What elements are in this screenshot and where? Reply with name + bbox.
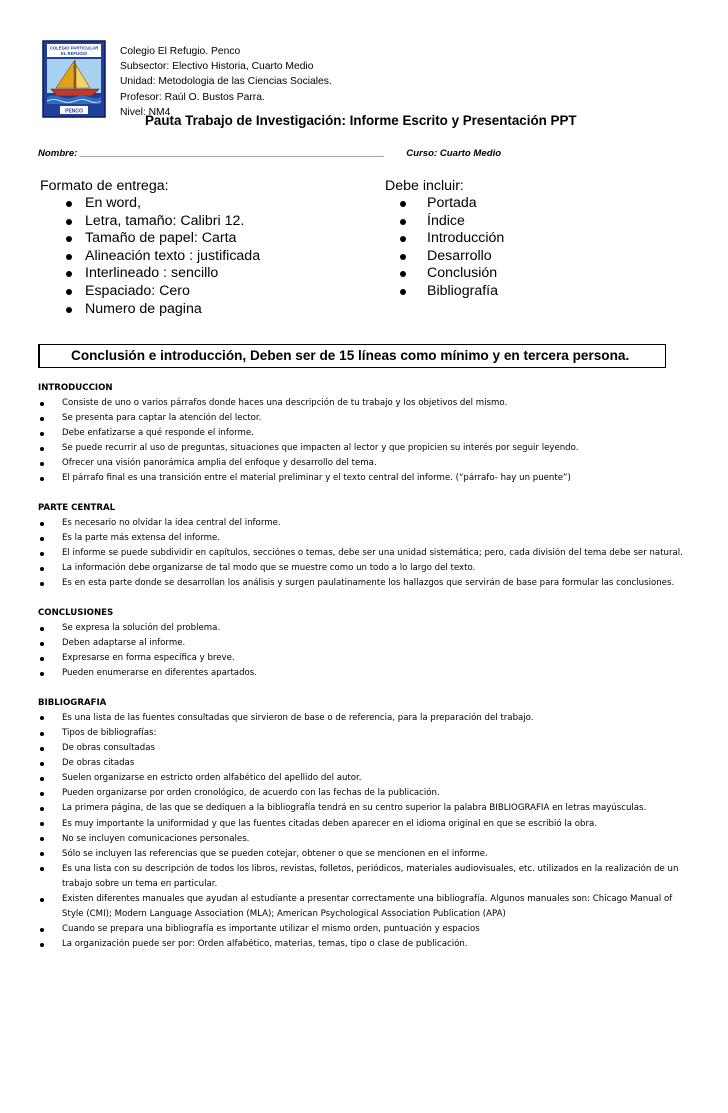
name-course-line xyxy=(38,148,501,159)
list-item xyxy=(38,516,688,531)
list-item xyxy=(38,771,688,786)
introduccion-title: INTRODUCCION xyxy=(38,383,113,393)
include-item xyxy=(385,213,504,231)
subsector: Subsector: Electivo Historia, Cuarto Medio xyxy=(120,61,314,73)
list-item xyxy=(38,801,688,816)
list-item xyxy=(38,892,688,922)
bullet-icon xyxy=(40,537,44,541)
include-item-text: Desarrollo xyxy=(427,247,492,264)
list-item xyxy=(38,741,688,756)
list-item xyxy=(38,621,688,636)
bullet-icon xyxy=(400,201,406,207)
document-title: Pauta Trabajo de Investigación: Informe Escrito y Presentación PPT xyxy=(145,113,577,128)
list-item xyxy=(38,636,688,651)
list-item-text: La información debe organizarse de tal modo que se muestre como un todo a lo largo del texto. xyxy=(62,563,476,574)
introduccion-list xyxy=(38,396,688,487)
list-item xyxy=(38,847,688,862)
list-item xyxy=(38,817,688,832)
format-item xyxy=(40,265,260,283)
requirements-note: Conclusión e introducción, Deben ser de 15 líneas como mínimo y en tercera persona. xyxy=(38,344,666,368)
bullet-icon xyxy=(66,201,72,207)
format-item xyxy=(40,283,260,301)
bullet-icon xyxy=(40,627,44,631)
level: Nivel: NM4 xyxy=(120,106,171,118)
bullet-icon xyxy=(40,777,44,781)
list-item-text: Deben adaptarse al informe. xyxy=(62,638,186,649)
list-item-text: Tipos de bibliografías: xyxy=(62,728,157,738)
include-heading: Debe incluir: xyxy=(385,178,464,194)
bullet-icon xyxy=(66,254,72,260)
bibliografia-title: BIBLIOGRAFIA xyxy=(38,697,107,708)
bullet-icon xyxy=(66,271,72,277)
list-item xyxy=(38,546,688,561)
list-item-text: Existen diferentes manuales que ayudan al estudiante a presentar correctamente una bibliografía. Algunos manuales son: Chicago Manual of Style (CMI); Modern Language Association (MLA); American Psychological Association Publication (APA) xyxy=(62,894,673,920)
format-list xyxy=(40,195,260,318)
header-info xyxy=(120,44,332,120)
include-item-text: Índice xyxy=(427,212,465,229)
bullet-icon xyxy=(40,552,44,556)
bullet-icon xyxy=(40,402,44,406)
name-field-label: Nombre: _________________________________________________________ xyxy=(38,148,385,159)
unit: Unidad: Metodologia de las Ciencias Sociales. xyxy=(120,76,332,88)
bullet-icon xyxy=(40,943,44,947)
bullet-icon xyxy=(400,289,406,295)
bullet-icon xyxy=(66,307,72,313)
course-label: Curso: Cuarto Medio xyxy=(406,148,502,159)
list-item-text: No se incluyen comunicaciones personales. xyxy=(62,833,250,844)
bullet-icon xyxy=(40,477,44,481)
list-item xyxy=(38,576,688,591)
bullet-icon xyxy=(40,807,44,811)
list-item xyxy=(38,832,688,847)
bullet-icon xyxy=(40,822,44,826)
bullet-icon xyxy=(40,462,44,466)
list-item-text: Debe enfatizarse a qué responde el informe. xyxy=(62,428,254,439)
format-item-text: Alineación texto : justificada xyxy=(85,247,261,264)
bullet-icon xyxy=(40,672,44,676)
list-item-text: Pueden organizarse por orden cronológico, de acuerdo con las fechas de la publicación. xyxy=(62,788,440,799)
list-item-text: Pueden enumerarse en diferentes apartados. xyxy=(62,668,257,679)
bullet-icon xyxy=(40,417,44,421)
list-item-text: Expresarse en forma específica y breve. xyxy=(62,653,235,664)
bullet-icon xyxy=(40,928,44,932)
bullet-icon xyxy=(66,289,72,295)
include-item-text: Introducción xyxy=(427,230,505,247)
list-item xyxy=(38,426,688,441)
bullet-icon xyxy=(400,271,406,277)
list-item-text: Se expresa la solución del problema. xyxy=(62,623,221,634)
bullet-icon xyxy=(40,898,44,902)
logo-text-line-1: COLEGIO PARTICULAR xyxy=(49,45,99,51)
bullet-icon xyxy=(40,747,44,751)
parte-central-list xyxy=(38,516,688,591)
include-list xyxy=(385,195,504,301)
conclusiones-title: CONCLUSIONES xyxy=(38,608,114,619)
list-item xyxy=(38,711,688,726)
bullet-icon xyxy=(400,236,406,242)
list-item-text: Es una lista de las fuentes consultadas que sirvieron de base o de referencia, para la preparación del trabajo. xyxy=(62,712,534,723)
conclusiones-list xyxy=(38,621,688,681)
list-item xyxy=(38,651,688,666)
bullet-icon xyxy=(40,447,44,451)
bullet-icon xyxy=(400,254,406,260)
list-item xyxy=(38,531,688,546)
list-item xyxy=(38,937,688,952)
bullet-icon xyxy=(40,762,44,766)
bullet-icon xyxy=(40,716,44,720)
list-item-text: De obras citadas xyxy=(62,758,135,769)
list-item-text: El informe se puede subdividir en capítulos, secciónes o temas, debe ser una unidad sistemática; pero, cada división del tema debe ser natural. xyxy=(62,548,683,559)
list-item-text: El párrafo final es una transición entre el material preliminar y el texto central del informe. (“párrafo- hay un puente”) xyxy=(62,473,571,484)
bullet-icon xyxy=(40,582,44,586)
bullet-icon xyxy=(40,567,44,571)
list-item xyxy=(38,561,688,576)
bullet-icon xyxy=(40,792,44,796)
list-item-text: Se presenta para captar la atención del lector. xyxy=(62,413,262,424)
list-item-text: Es en esta parte donde se desarrollan los análisis y surgen paulatinamente los hallazgos que servirán de base para formular las conclusiones. xyxy=(62,578,675,589)
list-item xyxy=(38,441,688,456)
list-item-text: Se puede recurrir al uso de preguntas, situaciones que impacten al lector y que propicien su interés por seguir leyendo. xyxy=(62,443,579,454)
bibliografia-list xyxy=(38,711,688,953)
format-heading: Formato de entrega: xyxy=(40,178,169,194)
include-item xyxy=(385,283,504,301)
list-item-text: Suelen organizarse en estricto orden alfabético del apellido del autor. xyxy=(62,773,362,784)
include-item-text: Conclusión xyxy=(427,265,498,282)
list-item xyxy=(38,666,688,681)
bullet-icon xyxy=(40,837,44,841)
list-item-text: La organización puede ser por: Orden alfabético, materias, temas, tipo o clase de publicación. xyxy=(62,939,468,950)
include-item xyxy=(385,230,504,248)
bullet-icon xyxy=(40,867,44,871)
include-item xyxy=(385,265,504,283)
format-section xyxy=(40,177,260,318)
list-item xyxy=(38,411,688,426)
bullet-icon xyxy=(40,732,44,736)
logo-text-line-3: PENCO xyxy=(65,108,83,115)
include-item xyxy=(385,195,504,213)
list-item-text: Es la parte más extensa del informe. xyxy=(62,533,221,544)
bullet-icon xyxy=(40,657,44,661)
format-item-text: Tamaño de papel: Carta xyxy=(85,230,237,247)
include-section xyxy=(385,177,504,301)
format-item xyxy=(40,213,260,231)
format-item-text: Letra, tamaño: Calibri 12. xyxy=(85,212,245,229)
list-item xyxy=(38,456,688,471)
list-item-text: Ofrecer una visión panorámica amplia del enfoque y desarrollo del tema. xyxy=(62,458,377,469)
list-item-text: Es una lista con su descripción de todos los libros, revistas, folletos, periódicos, materiales audiovisuales, etc. utilizados en la realización de un trabajo sobre un tema en particular. xyxy=(62,863,679,889)
include-item-text: Bibliografía xyxy=(427,282,498,299)
format-item-text: Espaciado: Cero xyxy=(85,282,190,299)
list-item-text: Consiste de uno o varios párrafos donde haces una descripción de tu trabajo y los objetivos del mismo. xyxy=(62,398,508,408)
format-item xyxy=(40,195,260,213)
list-item xyxy=(38,396,688,411)
bullet-icon xyxy=(66,219,72,225)
list-item-text: La primera página, de las que se dediquen a la bibliografía tendrá en su centro superior la palabra BIBLIOGRAFIA en letras mayúsculas. xyxy=(62,803,647,814)
include-item-text: Portada xyxy=(427,195,477,211)
parte-central-title: PARTE CENTRAL xyxy=(38,503,116,514)
school-logo xyxy=(42,40,106,118)
teacher: Profesor: Raúl O. Bustos Parra. xyxy=(120,91,265,103)
bullet-icon xyxy=(66,236,72,242)
format-item-text: Interlineado : sencillo xyxy=(85,265,219,282)
format-item xyxy=(40,301,260,319)
format-item-text: En word, xyxy=(85,195,141,211)
list-item xyxy=(38,756,688,771)
logo-text-line-2: EL REFUGIO xyxy=(60,51,88,56)
bullet-icon xyxy=(400,219,406,225)
sections xyxy=(38,381,688,952)
list-item-text: Sólo se incluyen las referencias que se pueden cotejar, obtener o que se mencionen en el informe. xyxy=(62,848,488,859)
format-item-text: Numero de pagina xyxy=(85,300,202,317)
list-item xyxy=(38,862,688,892)
list-item-text: Cuando se prepara una bibliografía es importante utilizar el mismo orden, puntuación y espacios xyxy=(62,924,480,935)
school-name: Colegio El Refugio. Penco xyxy=(120,46,241,57)
list-item xyxy=(38,786,688,801)
list-item xyxy=(38,922,688,937)
format-item xyxy=(40,248,260,266)
bullet-icon xyxy=(40,522,44,526)
include-item xyxy=(385,248,504,266)
list-item-text: De obras consultadas xyxy=(62,743,155,754)
list-item xyxy=(38,471,688,486)
list-item-text: Es muy importante la uniformidad y que las fuentes citadas deben aparecer en el idioma original en que se escribió la obra. xyxy=(62,818,597,829)
list-item xyxy=(38,726,688,741)
bullet-icon xyxy=(40,432,44,436)
bullet-icon xyxy=(40,642,44,646)
bullet-icon xyxy=(40,852,44,856)
list-item-text: Es necesario no olvidar la idea central del informe. xyxy=(62,518,281,529)
format-item xyxy=(40,230,260,248)
